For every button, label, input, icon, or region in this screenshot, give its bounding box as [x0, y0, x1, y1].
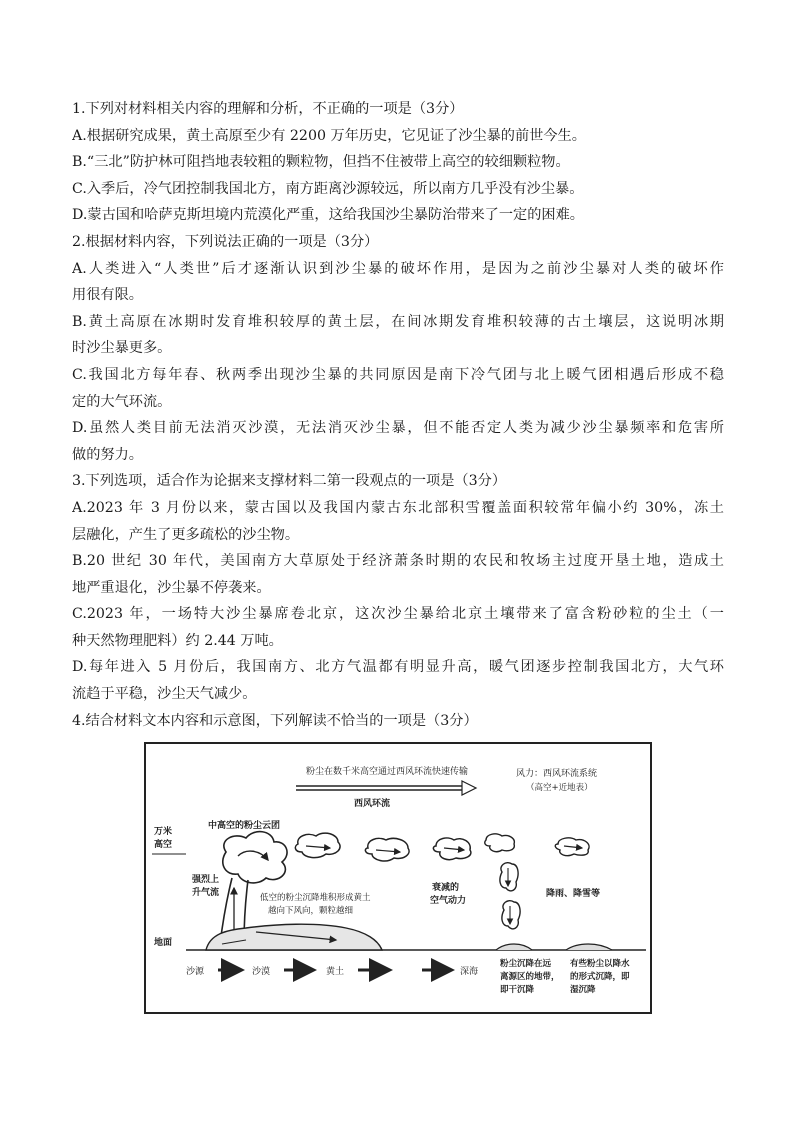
q2-option-a-line2: 用很有限。 [72, 287, 143, 304]
cloud-label: 中高空的粉尘云团 [208, 821, 281, 831]
q2-option-d-line2: 做的努力。 [72, 446, 143, 463]
q2-option-b-line1: B.黄土高原在冰期时发育堆积较厚的黄土层，在间冰期发育堆积较薄的古土壤层，这说明冰期 [72, 313, 724, 330]
dry-label-2: 离源区的地带， [500, 972, 560, 982]
question-2-stem: 2.根据材料内容，下列说法正确的一项是（3分） [72, 233, 379, 250]
q1-option-a: A.根据研究成果，黄土高原至少有 2200 万年历史，它见证了沙尘暴的前世今生。 [72, 127, 586, 144]
dust-transport-diagram [144, 742, 652, 1014]
q3-option-b-line1: B.20 世纪 30 年代，美国南方大草原处于经济萧条时期的农民和牧场主过度开垦土地，造成土 [72, 553, 724, 570]
q2-option-c-line1: C.我国北方每年春、秋两季出现沙尘暴的共同原因是南下冷气团与北上暖气团相遇后形成不稳 [72, 366, 724, 383]
wind-force-line1: 风力：西风环流系统 [516, 769, 598, 779]
q3-option-d-line1: D.每年进入 5 月份后，我国南方、北方气温都有明显升高，暖气团逐步控制我国北方，大气环 [72, 659, 724, 676]
top-arrow-label: 粉尘在数千米高空通过西风环流快速传输 [306, 767, 469, 777]
question-1-stem: 1.下列对材料相关内容的理解和分析，不正确的一项是（3分） [72, 101, 464, 117]
lowair-label-1: 低空的粉尘沉降堆积形成黄土 [260, 893, 371, 903]
ground-label: 地面 [154, 938, 173, 948]
westerly-arrow [296, 781, 476, 795]
q2-option-b-line2: 时沙尘暴更多。 [72, 340, 172, 357]
q3-option-c-line1: C.2023 年，一场特大沙尘暴席卷北京，这次沙尘暴给北京土壤带来了富含粉砂粒的尘土（一 [72, 606, 724, 623]
question-text [72, 96, 724, 734]
wet-label-3: 湿沉降 [570, 985, 596, 995]
q3-option-c-line2: 种天然物理肥料）约 2.44 万吨。 [72, 632, 283, 649]
lowair-label-2: 越向下风向，颗粒越细 [268, 906, 354, 916]
weak-air-label-1: 衰减的 [432, 883, 460, 893]
rain-label: 降雨、降雪等 [546, 889, 601, 899]
dry-label-1: 粉尘沉降在远 [500, 959, 552, 969]
wet-label-1: 有些粉尘以降水 [570, 959, 630, 969]
low-dust-cloud [206, 924, 382, 950]
q1-option-c: C.入季后，冷气团控制我国北方，南方距离沙源较远，所以南方几乎没有沙尘暴。 [72, 180, 584, 197]
wet-deposit-mound [566, 944, 612, 950]
high-alt-label-1: 万米 [154, 827, 173, 837]
q1-option-d: D.蒙古国和哈萨克斯坦境内荒漠化严重，这给我国沙尘暴防治带来了一定的困难。 [72, 207, 584, 224]
q3-option-d-line2: 流趋于平稳，沙尘天气减少。 [72, 686, 257, 703]
q3-option-a-line1: A.2023 年 3 月份以来，蒙古国以及我国内蒙古东北部积雪覆盖面积较常年偏小约 30%，冻土 [72, 499, 724, 516]
question-3-stem: 3.下列选项，适合作为论据来支撑材料二第一段观点的一项是（3分） [72, 473, 507, 490]
stage-deep-sea: 深海 [460, 967, 479, 977]
descending-clouds [500, 863, 520, 929]
weak-air-label-2: 空气动力 [430, 896, 467, 906]
westerly-label: 西风环流 [354, 799, 391, 809]
question-4-stem: 4.结合材料文本内容和示意图，下列解读不恰当的一项是（3分） [72, 712, 478, 729]
q2-option-d-line1: D.虽然人类目前无法消灭沙漠，无法消灭沙尘暴，但不能否定人类为减少沙尘暴频率和危害所 [72, 420, 724, 437]
updraft-label-2: 升气流 [192, 888, 220, 898]
dry-deposit-mound [496, 944, 532, 950]
q1-option-b: B.“三北”防护林可阻挡地表较粗的颗粒物，但挡不住被带上高空的较细颗粒物。 [72, 154, 570, 171]
mid-clouds [295, 833, 589, 861]
wind-force-line2: （高空+近地表） [526, 783, 593, 793]
high-alt-label-2: 高空 [154, 840, 173, 850]
updraft-label-1: 强烈上 [192, 875, 220, 885]
stage-source: 沙源 [186, 967, 205, 977]
q2-option-c-line2: 定的大气环流。 [72, 393, 172, 410]
dry-label-3: 即干沉降 [500, 985, 535, 995]
wet-label-2: 的形式沉降，即 [570, 972, 630, 982]
stage-desert: 沙漠 [252, 967, 271, 977]
q2-option-a-line1: A.人类进入“人类世”后才逐渐认识到沙尘暴的破坏作用，是因为之前沙尘暴对人类的破坏作 [72, 260, 724, 277]
q3-option-a-line2: 层融化，产生了更多疏松的沙尘物。 [72, 526, 300, 543]
stage-loess: 黄土 [326, 967, 345, 977]
q3-option-b-line2: 地严重退化，沙尘暴不停袭来。 [72, 579, 271, 596]
